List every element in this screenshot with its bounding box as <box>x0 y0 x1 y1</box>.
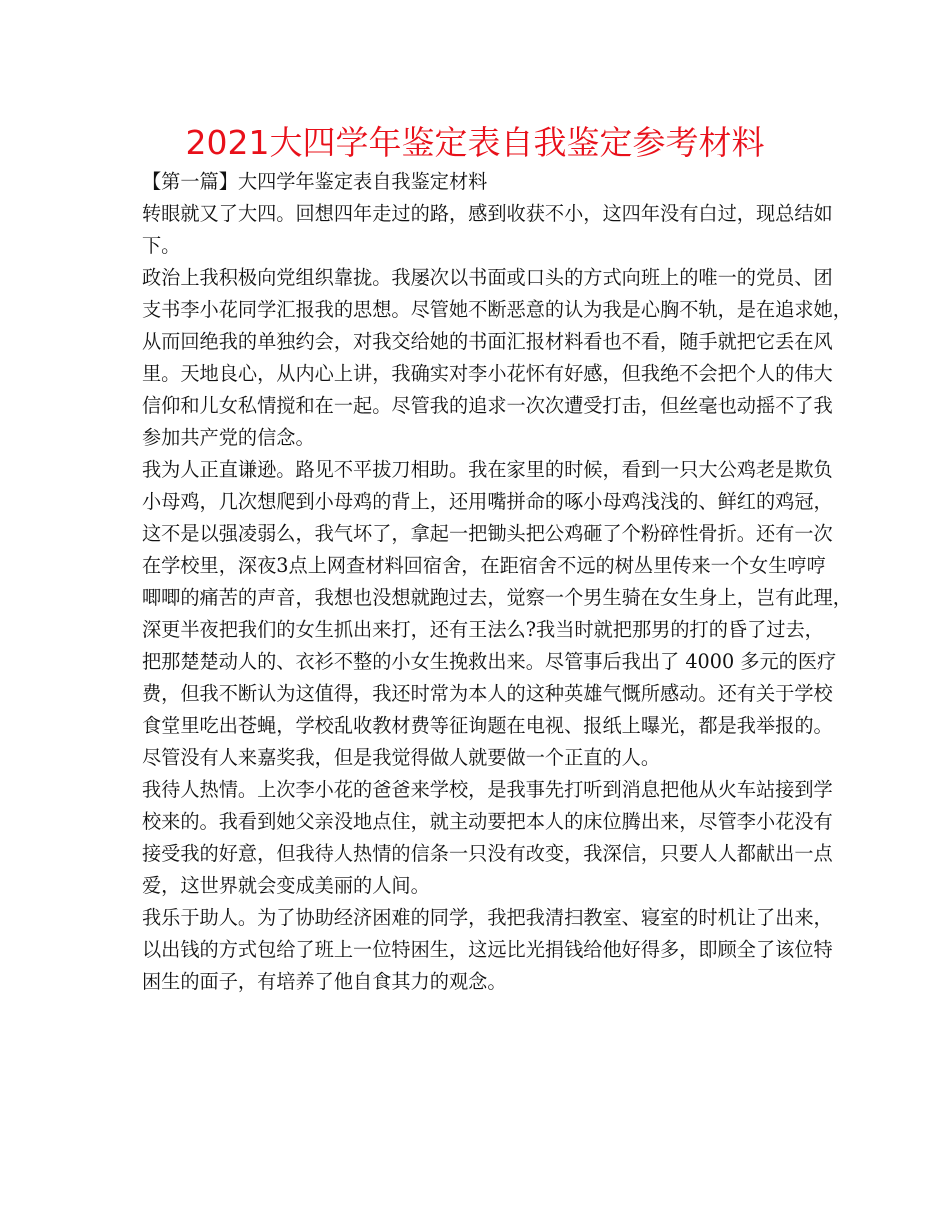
text-line: 我待人热情。上次李小花的爸爸来学校，是我事先打听到消息把他从火车站接到学 <box>142 778 833 801</box>
text-line: 唧唧的痛苦的声音，我想也没想就跑过去，觉察一个男生骑在女生身上，岂有此理， <box>142 586 852 609</box>
text-line: 转眼就又了大四。回想四年走过的路，感到收获不小，这四年没有白过，现总结如 <box>142 202 833 225</box>
text-line: 爱，这世界就会变成美丽的人间。 <box>142 874 430 897</box>
text-line: 参加共产党的信念。 <box>142 426 315 449</box>
text-line: 以出钱的方式包给了班上一位特困生，这远比光捐钱给他好得多，即顾全了该位特 <box>142 938 833 961</box>
text-line: 食堂里吃出苍蝇，学校乱收教材费等征询题在电视、报纸上曝光，都是我举报的。 <box>142 714 833 737</box>
text-line: 把那楚楚动人的、衣衫不整的小女生挽救出来。尽管事后我出了 4000 多元的医疗 <box>142 650 837 673</box>
document-title: 2021大四学年鉴定表自我鉴定参考材料 <box>185 123 765 162</box>
text-line: 支书李小花同学汇报我的思想。尽管她不断恶意的认为我是心胸不轨，是在追求她， <box>142 298 852 321</box>
document-body <box>142 166 852 998</box>
text-line: 政治上我积极向党组织靠拢。我屡次以书面或口头的方式向班上的唯一的党员、团 <box>142 266 833 289</box>
text-line: 尽管没有人来嘉奖我，但是我觉得做人就要做一个正直的人。 <box>142 746 661 769</box>
text-line: 里。天地良心，从内心上讲，我确实对李小花怀有好感，但我绝不会把个人的伟大 <box>142 362 833 385</box>
text-line: 在学校里，深夜3点上网查材料回宿舍，在距宿舍不远的树丛里传来一个女生哼哼 <box>142 554 826 577</box>
text-line: 深更半夜把我们的女生抓出来打，还有王法么?我当时就把那男的打的昏了过去， <box>142 618 824 641</box>
text-line: 下。 <box>142 234 181 257</box>
text-line: 接受我的好意，但我待人热情的信条一只没有改变，我深信，只要人人都献出一点 <box>142 842 833 865</box>
text-line: 困生的面子，有培养了他自食其力的观念。 <box>142 970 507 993</box>
text-line: 我乐于助人。为了协助经济困难的同学，我把我清扫教室、寝室的时机让了出来， <box>142 906 833 929</box>
text-line: 我为人正直谦逊。路见不平拔刀相助。我在家里的时候，看到一只大公鸡老是欺负 <box>142 458 833 481</box>
text-line: 小母鸡，几次想爬到小母鸡的背上，还用嘴拼命的啄小母鸡浅浅的、鲜红的鸡冠， <box>142 490 833 513</box>
text-line: 费，但我不断认为这值得，我还时常为本人的这种英雄气慨所感动。还有关于学校 <box>142 682 833 705</box>
text-line: 从而回绝我的单独约会，对我交给她的书面汇报材料看也不看，随手就把它丢在风 <box>142 330 833 353</box>
text-line: 校来的。我看到她父亲没地点住，就主动要把本人的床位腾出来，尽管李小花没有 <box>142 810 833 833</box>
text-line: 【第一篇】大四学年鉴定表自我鉴定材料 <box>142 170 488 193</box>
text-line: 信仰和儿女私情搅和在一起。尽管我的追求一次次遭受打击，但丝毫也动摇不了我 <box>142 394 833 417</box>
text-line: 这不是以强凌弱么，我气坏了，拿起一把锄头把公鸡砸了个粉碎性骨折。还有一次 <box>142 522 833 545</box>
